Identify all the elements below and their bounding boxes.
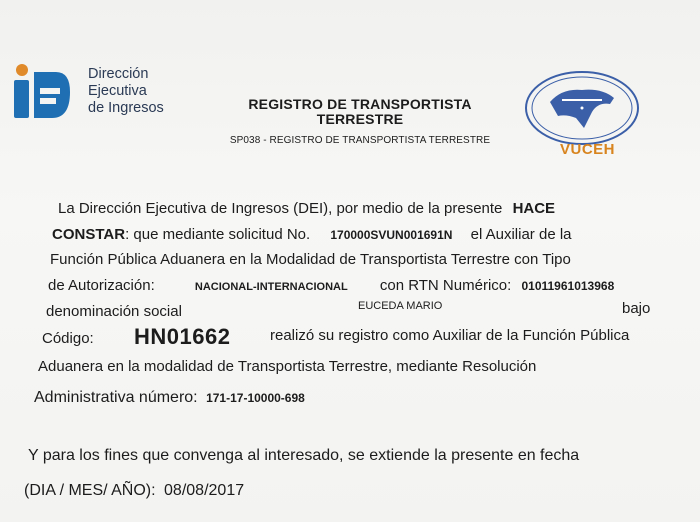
body-line-4-text: de Autorización: [48,277,155,294]
dei-logo-icon [12,62,72,120]
body-line-7: Aduanera en la modalidad de Transportista Terrestre, mediante Resolución [38,358,537,375]
resolucion-number: 171-17-10000-698 [206,391,305,405]
body-line-5-text: denominación social [46,303,182,320]
body-line-6-tail: realizó su registro como Auxiliar de la Función Pública [270,327,630,344]
body-line-2-text: : que mediante solicitud No. [125,226,311,243]
constar-label: CONSTAR [52,226,126,243]
body-line-3: Función Pública Aduanera en la Modalidad de Transportista Terrestre con Tipo [50,251,571,268]
body-line-8-text: Administrativa número: [34,389,198,406]
rtn-number: 01011961013968 [521,279,615,293]
body-line-1-text: La Dirección Ejecutiva de Ingresos (DEI), por medio de la presente [58,200,503,217]
fecha-value: 08/08/2017 [164,482,245,499]
header-title-line-2: TERRESTRE [316,111,404,127]
dei-logo [12,62,182,122]
body-line-2-tail: el Auxiliar de la [470,226,572,243]
body-line-10 [24,482,244,500]
header-title-line-1: REGISTRO DE TRANSPORTISTA [248,96,472,112]
body-line-4 [48,277,614,294]
document-header [200,97,520,146]
body-line-2 [52,226,572,243]
body-line-6-label: Código: [42,330,94,347]
body-line-5-tail: bajo [622,300,651,317]
body-line-4-mid: con RTN Numérico: [379,277,512,294]
hace-label: HACE [512,200,556,217]
logo-line-1: Dirección [88,66,149,82]
codigo-value: HN01662 [134,324,231,349]
body-line-1 [58,200,555,217]
seal-label: VUCEH [560,141,616,158]
solicitud-number: 170000SVUN001691N [330,228,453,242]
denominacion-social: EUCEDA MARIO [358,300,443,312]
logo-line-2: Ejecutiva [88,83,147,99]
header-subtitle: SP038 - REGISTRO DE TRANSPORTISTA TERRESTRE [229,135,491,146]
body-line-9: Y para los fines que convenga al interesado, se extiende la presente en fecha [28,447,580,464]
body-line-5 [46,303,182,320]
body-line-8 [34,389,305,407]
body-line-10-text: (DIA / MES/ AÑO): [24,482,156,499]
tipo-autorizacion: NACIONAL-INTERNACIONAL [194,281,348,293]
logo-line-3: de Ingresos [88,100,164,116]
dei-logo-text [88,66,164,117]
